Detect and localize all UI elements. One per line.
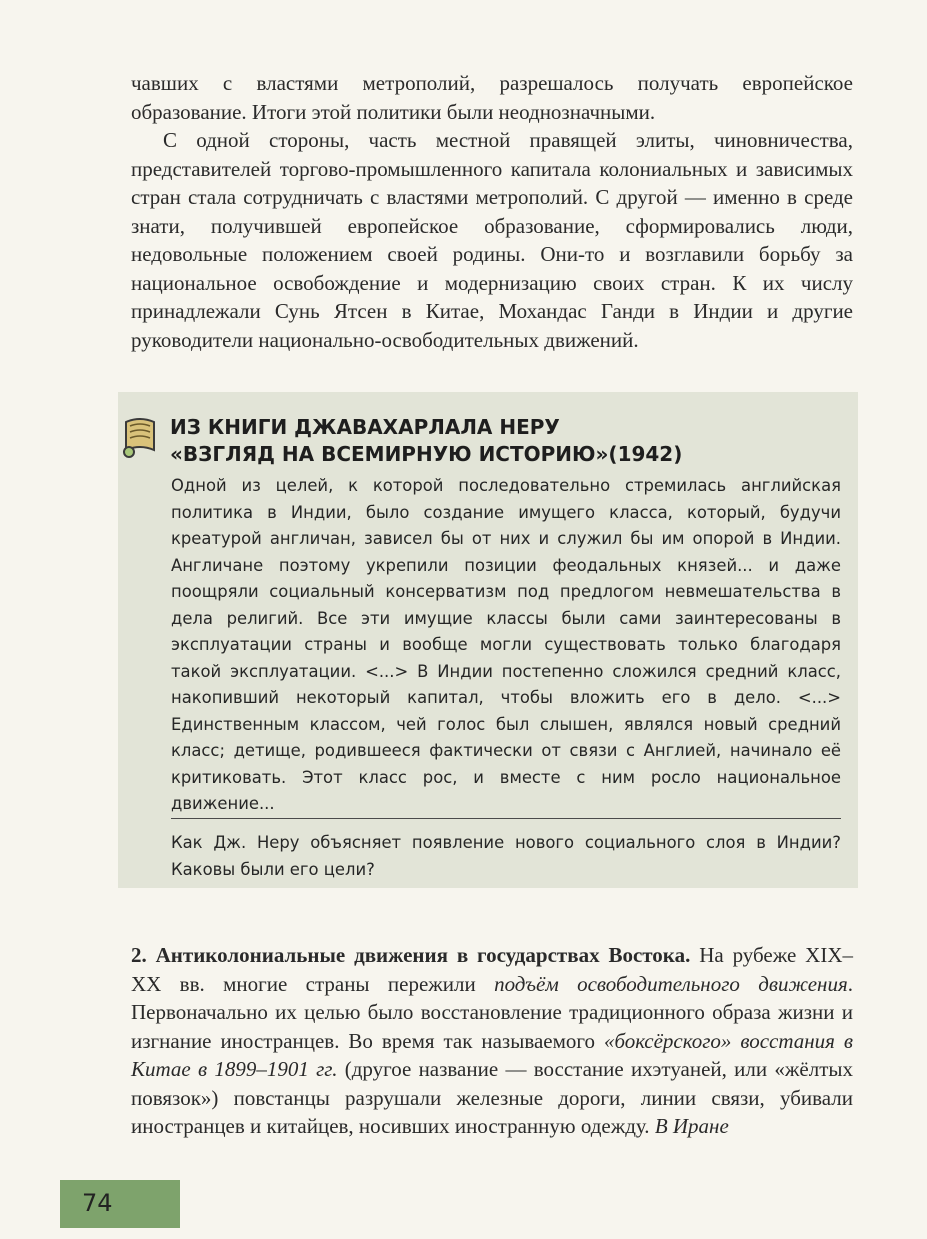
section-2-text-1: На рубеже XIX–XX вв. многие страны пережили bbox=[131, 943, 853, 996]
section-2-italic-2: «боксёрского» восстания в Китае в 1899–1901 гг. bbox=[131, 1028, 853, 1081]
section-2-text-3: (другое название — восстание ихэтуаней, или «жёлтых повязок») повстанцы разрушали железные дороги, линии связи, убивали иностранцев и китайцев, носивших иностранную одежду. bbox=[131, 1057, 854, 1138]
source-box-divider bbox=[171, 818, 841, 819]
book-scroll-icon bbox=[120, 414, 160, 458]
source-box-title bbox=[170, 414, 840, 468]
section-2-paragraph bbox=[131, 941, 853, 1141]
source-box-title-line2 bbox=[170, 441, 840, 468]
page-number-bar bbox=[60, 1180, 180, 1228]
section-2-italic-1: подъём освободительного движения bbox=[494, 971, 848, 996]
section-2-italic-3: В Иране bbox=[654, 1114, 729, 1138]
paragraph-top: чавших с властями метрополий, разрешалось получать европейское образование. Итоги этой политики были неоднозначными. bbox=[131, 71, 853, 124]
source-box-year: (1942) bbox=[608, 442, 683, 466]
paragraph-one: С одной стороны, часть местной правящей элиты, чиновничества, представителей торгово-промышленного капитала колониальных и зависимых стран стала сотрудничать с властями метрополий. С другой — именно в среде знати, получившей европейское образование, сформировались люди, недовольные положением своей родины. Они-то и возглавили борьбу за национальное освобождение и модернизацию своих стран. К их числу принадлежали Сунь Ятсен в Китае, Мохандас Ганди в Индии и другие руководители национально-освободительных движений. bbox=[131, 128, 853, 352]
page-number: 74 bbox=[82, 1189, 113, 1217]
source-box-quote: Одной из целей, к которой последовательно стремилась английская политика в Индии, было создание имущего класса, который, будучи креатурой англичан, зависел бы от них и служил бы им опорой в Индии. Англичане поэтому укрепили позиции феодальных князей... и даже поощряли социальный консерватизм под предлогом невмешательства в дела религий. Все эти имущие классы были сами заинтересованы в эксплуатации страны и вообще могли существовать только благодаря такой эксплуатации. <...> В Индии постепенно сложился средний класс, накопивший некоторый капитал, чтобы вложить его в дело. <...> Единственным классом, чей голос был слышен, являлся новый средний класс; детище, родившееся фактически от связи с Англией, начинало её критиковать. Этот класс рос, и вместе с ним росло национальное движение... bbox=[171, 476, 841, 813]
section-2-text-2: . Первоначально их целью было восстановление традиционного образа жизни и изгнание иностранцев. Во время так называемого bbox=[131, 971, 853, 1053]
source-box-book-title: «ВЗГЛЯД НА ВСЕМИРНУЮ ИСТОРИЮ» bbox=[170, 442, 609, 466]
source-box-question: Как Дж. Неру объясняет появление нового социального слоя в Индии? Каковы были его цели? bbox=[171, 833, 841, 879]
source-box-title-line1: ИЗ КНИГИ ДЖАВАХАРЛАЛА НЕРУ bbox=[170, 415, 560, 439]
section-2-heading: 2. Антиколониальные движения в государствах Востока. bbox=[131, 943, 691, 967]
